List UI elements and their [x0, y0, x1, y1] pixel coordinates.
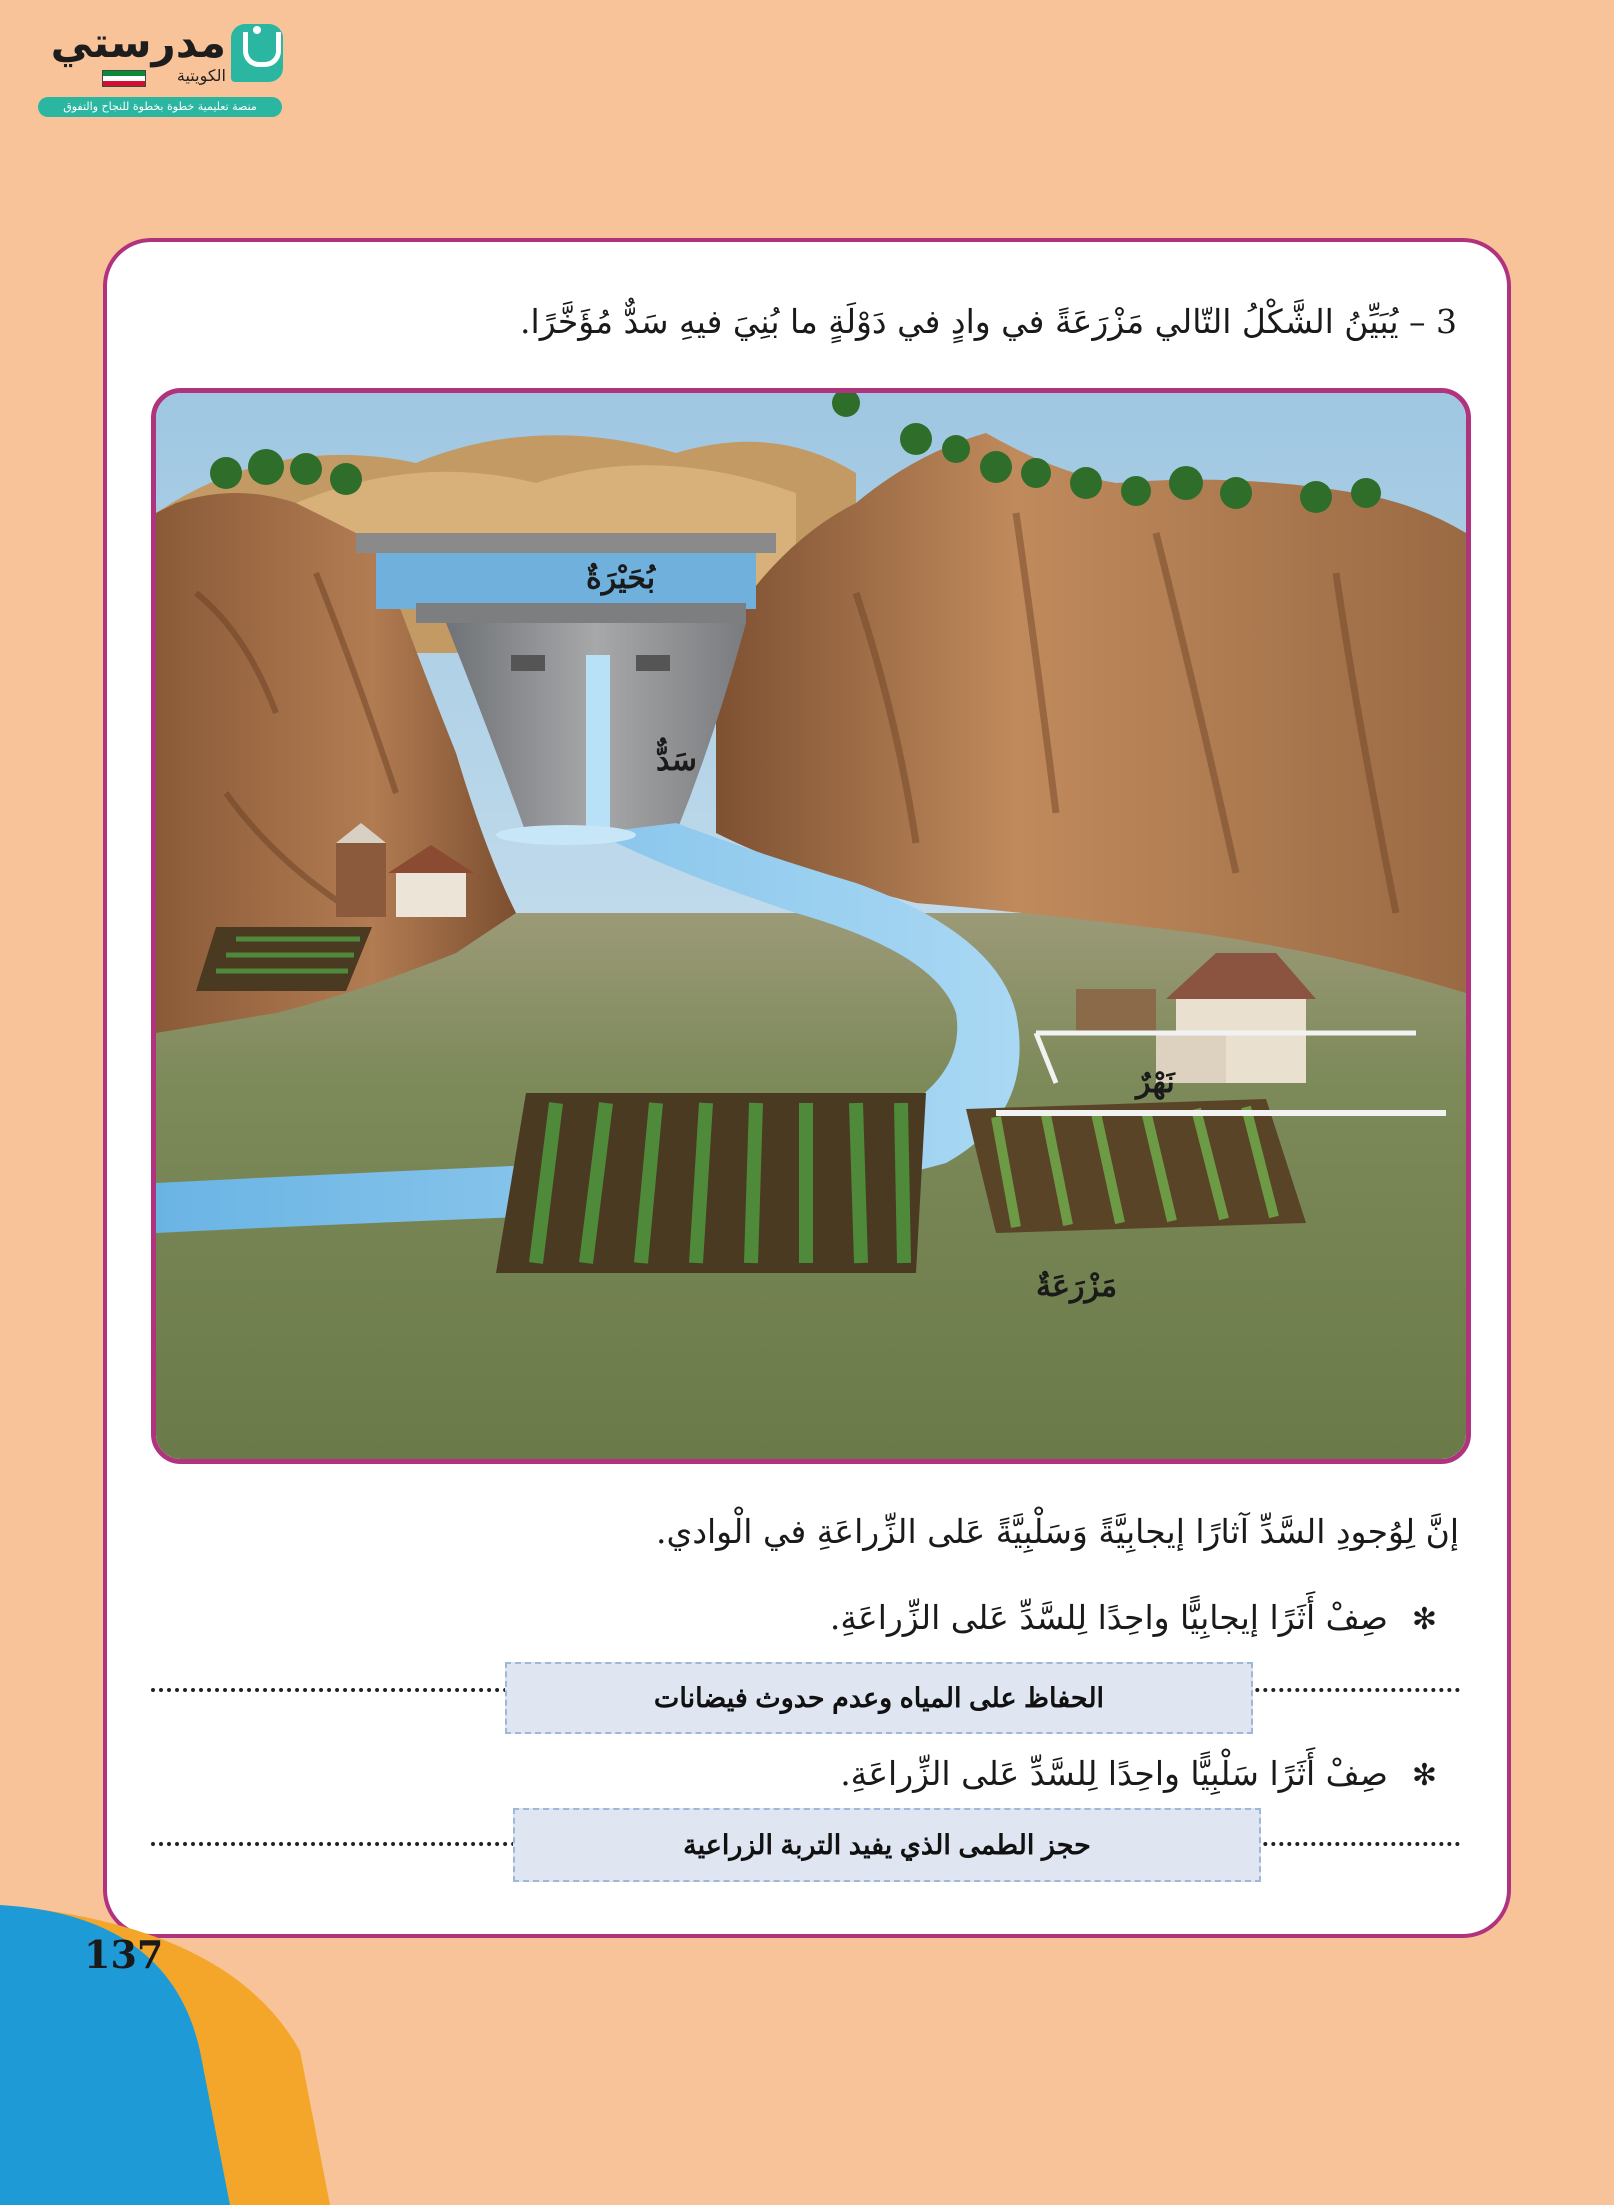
site-logo[interactable]	[36, 20, 286, 120]
label-river: نَهْرٌ	[1136, 1065, 1175, 1100]
label-farm: مَزْرَعَةٌ	[1036, 1269, 1118, 1304]
asterisk-bullet-icon: ✻	[1411, 1758, 1437, 1793]
dam-valley-illustration	[151, 388, 1471, 1464]
question-title: 3 – يُبَيِّنُ الشَّكْلُ التّالي مَزْرَعَةً في وادٍ في دَوْلَةٍ ما بُنِيَ فيهِ سَدٌّ مُؤَخَّرًا.	[520, 302, 1457, 341]
dam-scene-image	[156, 393, 1466, 1459]
logo-subtitle: الكويتية	[176, 66, 226, 85]
prompt-negative-effect	[840, 1754, 1437, 1793]
prompt-text: صِفْ أَثَرًا سَلْبِيًّا واحِدًا لِلسَّدِّ عَلى الزِّراعَةِ.	[840, 1754, 1388, 1793]
answer-positive-field[interactable]: الحفاظ على المياه وعدم حدوث فيضانات	[505, 1662, 1253, 1734]
prompt-text: صِفْ أَثَرًا إيجابِيًّا واحِدًا لِلسَّدِّ عَلى الزِّراعَةِ.	[829, 1598, 1388, 1637]
prompt-positive-effect	[830, 1598, 1437, 1637]
kuwait-flag-icon	[102, 70, 146, 87]
exercise-card	[103, 238, 1511, 1938]
intro-text: إنَّ لِوُجودِ السَّدِّ آثارًا إيجابِيَّةً وَسَلْبِيَّةً عَلى الزِّراعَةِ في الْوادي.	[656, 1512, 1459, 1551]
page-number: 137	[84, 1932, 164, 1977]
madrasati-logo-icon	[231, 24, 283, 82]
page-corner-decoration	[0, 1905, 330, 2205]
asterisk-bullet-icon: ✻	[1411, 1602, 1437, 1637]
label-dam: سَدٌّ	[656, 743, 697, 778]
logo-tagline: منصة تعليمية خطوة بخطوة للنجاح والتفوق	[38, 97, 282, 117]
label-lake: بُحَيْرَةٌ	[586, 561, 656, 596]
answer-negative-field[interactable]: حجز الطمى الذي يفيد التربة الزراعية	[513, 1808, 1261, 1882]
logo-title: مدرستي	[50, 18, 226, 67]
